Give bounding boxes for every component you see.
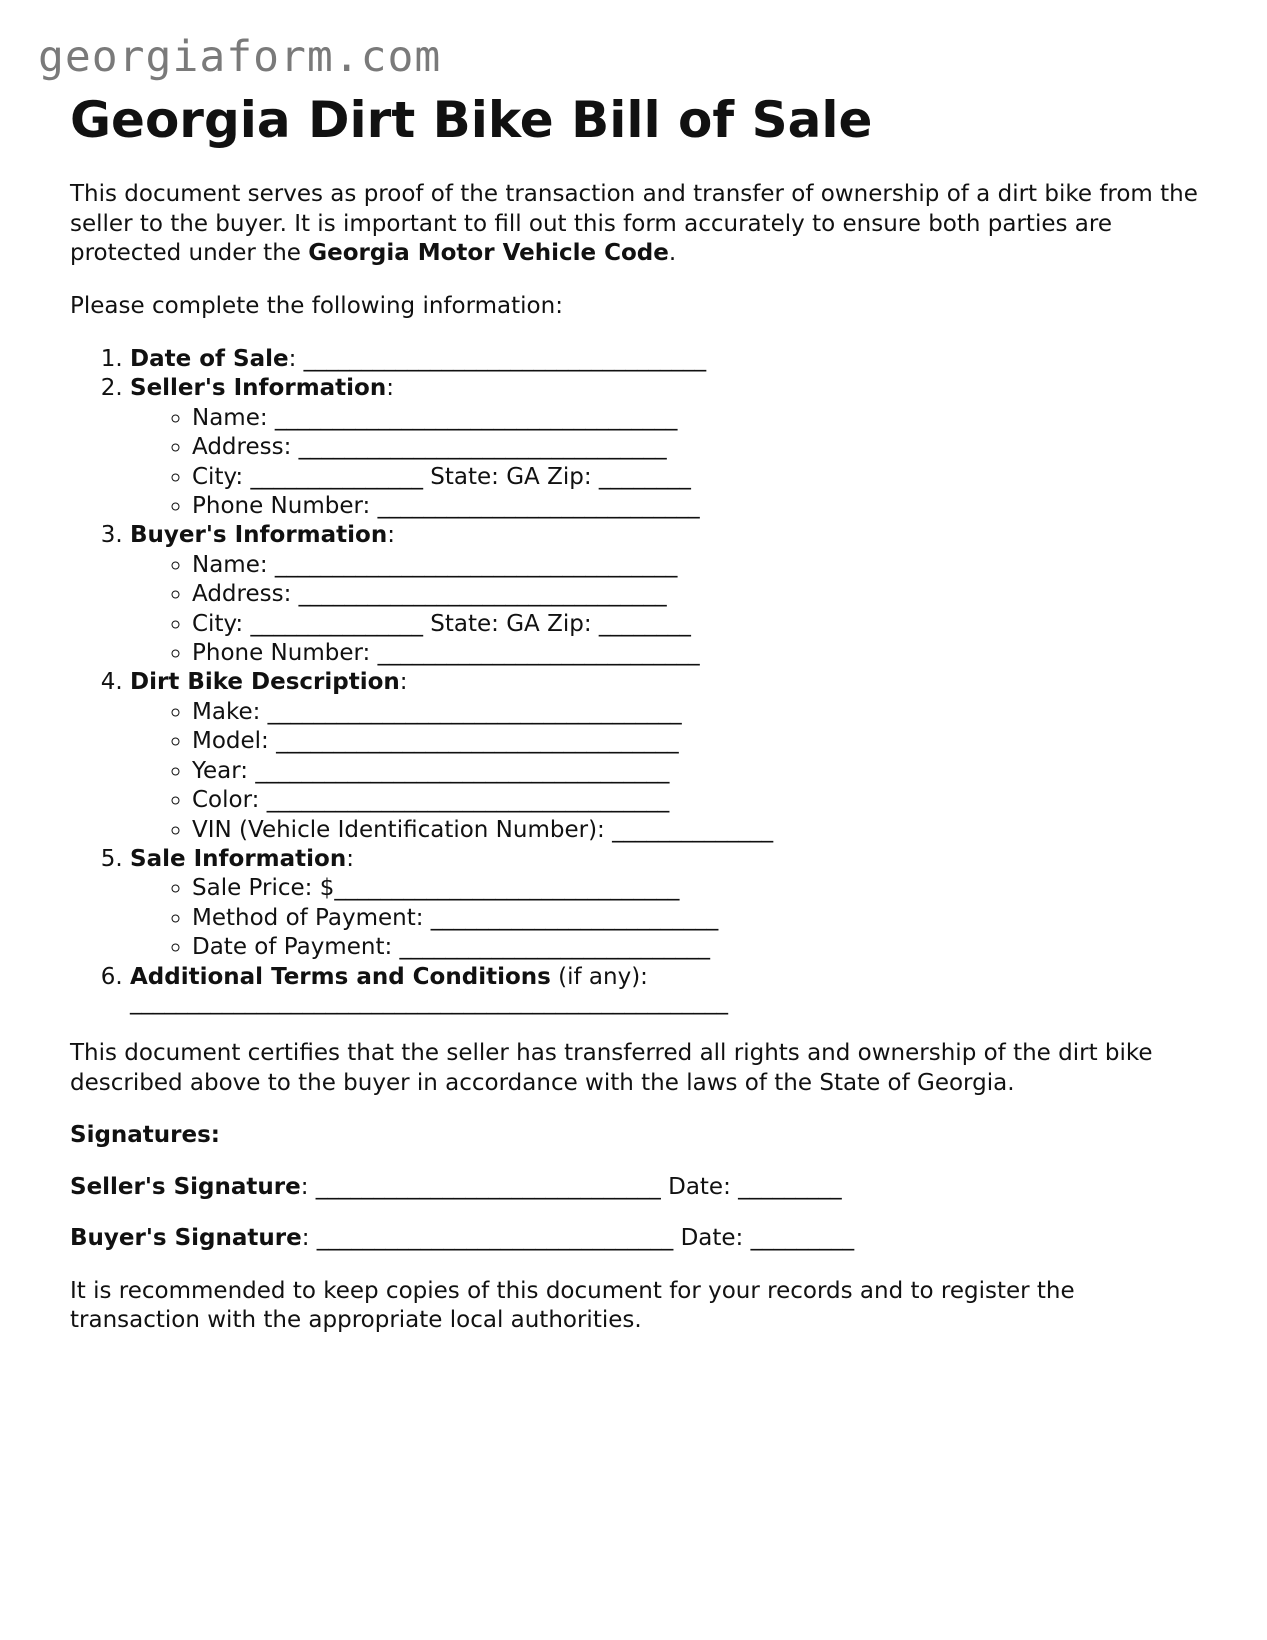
list-item-bike-description — [130, 668, 1210, 844]
bike-model-field[interactable]: ◦ Model: ___________________________________ — [192, 727, 1210, 756]
additional-terms-suffix: (if any): — [550, 963, 648, 990]
buyer-address-field[interactable]: ◦ Address: ________________________________ — [192, 580, 1210, 609]
closing-paragraph: It is recommended to keep copies of this document for your records and to register the transaction with the appropriate local authorities. — [70, 1277, 1075, 1334]
list-item-additional-terms — [130, 963, 1210, 1018]
buyer-info-list — [130, 551, 1210, 669]
bike-year-field[interactable]: ◦ Year: ____________________________________ — [192, 757, 1210, 786]
seller-signature-label: Seller's Signature — [70, 1173, 301, 1200]
intro-bold-code: Georgia Motor Vehicle Code — [308, 240, 669, 266]
bike-description-list — [130, 698, 1210, 845]
date-of-sale-label: Date of Sale — [130, 346, 289, 372]
intro-paragraph — [70, 180, 1210, 269]
sale-price-field[interactable]: ◦ Sale Price: $______________________________ — [192, 874, 1210, 903]
seller-name-field[interactable]: ◦ Name: ___________________________________ — [192, 404, 1210, 433]
form-fields-list — [70, 345, 1210, 1017]
seller-signature-row — [70, 1173, 1210, 1203]
buyer-name-field[interactable]: ◦ Name: ___________________________________ — [192, 551, 1210, 580]
intro-text: This document serves as proof of the transaction and transfer of ownership of a dirt bike from the seller to the buyer. It is important to fill out this form accurately to ensure both parties are protected under the — [70, 181, 1198, 266]
bike-make-field[interactable]: ◦ Make: ____________________________________ — [192, 698, 1210, 727]
buyer-info-heading: Buyer's Information — [130, 522, 388, 549]
bike-description-heading: Dirt Bike Description — [130, 669, 400, 696]
buyer-signature-label: Buyer's Signature — [70, 1225, 302, 1252]
payment-date-field[interactable]: ◦ Date of Payment: ___________________________ — [192, 933, 1210, 962]
date-of-sale-field[interactable]: : ___________________________________ — [288, 346, 707, 372]
bike-color-field[interactable]: ◦ Color: ___________________________________ — [192, 786, 1210, 815]
additional-terms-field[interactable]: ____________________________________________________ — [130, 988, 728, 1015]
certification-paragraph: This document certifies that the seller has transferred all rights and ownership of the dirt bike described above to the buyer in accordance with the laws of the State of Georgia. — [70, 1040, 1153, 1096]
sale-info-heading: Sale Information — [130, 845, 347, 872]
seller-city-state-zip-field[interactable]: ◦ City: _______________ State: GA Zip: ________ — [192, 463, 1210, 492]
seller-info-colon: : — [386, 375, 394, 402]
seller-signature-field[interactable]: : ______________________________ Date: _________ — [300, 1173, 842, 1200]
buyer-city-state-zip-field[interactable]: ◦ City: _______________ State: GA Zip: ________ — [192, 610, 1210, 639]
list-item-buyer-info — [130, 521, 1210, 668]
payment-method-field[interactable]: ◦ Method of Payment: _________________________ — [192, 904, 1210, 933]
document-body — [70, 90, 1210, 1336]
sale-info-list — [130, 874, 1210, 962]
list-item-sale-info — [130, 845, 1210, 963]
page-title: Georgia Dirt Bike Bill of Sale — [70, 91, 873, 149]
seller-phone-field[interactable]: ◦ Phone Number: ____________________________ — [192, 492, 1210, 521]
seller-info-list — [130, 404, 1210, 522]
buyer-phone-field[interactable]: ◦ Phone Number: ____________________________ — [192, 639, 1210, 668]
list-item-seller-info — [130, 374, 1210, 521]
watermark: georgiaform.com — [38, 32, 442, 82]
buyer-signature-row — [70, 1224, 1210, 1254]
list-item-date-of-sale — [130, 345, 1210, 374]
seller-info-heading: Seller's Information — [130, 375, 387, 402]
signatures-heading: Signatures: — [70, 1122, 221, 1149]
intro-end: . — [668, 240, 677, 266]
additional-terms-heading: Additional Terms and Conditions — [130, 963, 551, 990]
bike-vin-field[interactable]: ◦ VIN (Vehicle Identification Number): ______________ — [192, 816, 1210, 845]
seller-address-field[interactable]: ◦ Address: ________________________________ — [192, 433, 1210, 462]
bike-description-colon: : — [399, 669, 408, 696]
sale-info-colon: : — [346, 845, 354, 872]
buyer-info-colon: : — [387, 522, 395, 549]
instruction-text: Please complete the following information: — [70, 292, 563, 319]
buyer-signature-field[interactable]: : _______________________________ Date: _________ — [301, 1225, 855, 1252]
